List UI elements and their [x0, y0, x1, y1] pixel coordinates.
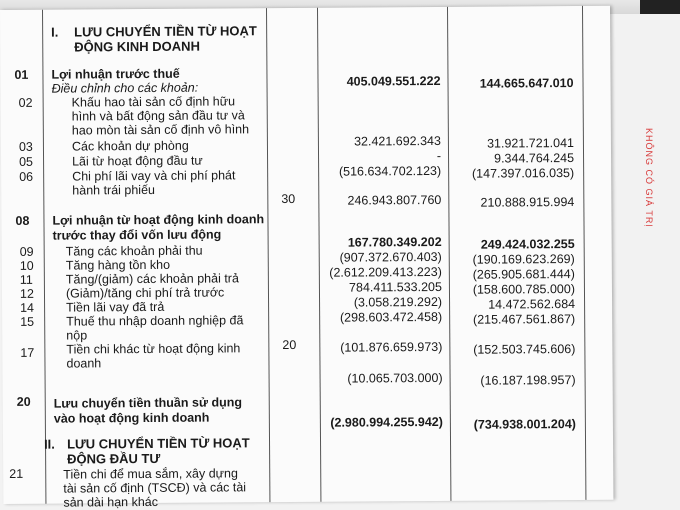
previous-value: (152.503.745.606) [473, 341, 576, 357]
row-label: doanh [66, 356, 102, 371]
note-ref: 30 [281, 191, 296, 207]
column-rule [42, 10, 46, 504]
previous-value: 210.888.915.994 [480, 194, 575, 210]
row-code: 15 [20, 314, 35, 329]
document-page [0, 6, 613, 510]
row-label: vào hoạt động kinh doanh [53, 410, 210, 426]
section-title: LƯU CHUYỂN TIỀN TỪ HOẠT [66, 435, 250, 452]
previous-value: 9.344.764.245 [494, 150, 575, 166]
previous-value: (190.169.623.269) [472, 251, 575, 267]
section-title: ĐỘNG KINH DOANH [74, 38, 200, 55]
current-value: 405.049.551.222 [346, 73, 441, 89]
previous-value: (147.397.016.035) [471, 165, 575, 181]
row-label: Lãi từ hoạt động đầu tư [72, 153, 203, 169]
row-code: 06 [19, 169, 34, 184]
row-code: 11 [19, 272, 33, 287]
row-label: hao mòn tài sản cố định vô hình [71, 122, 250, 138]
row-label: Chi phí lãi vay và chi phí phát [72, 168, 236, 184]
current-value: - [436, 148, 442, 163]
previous-value: 144.665.647.010 [479, 75, 574, 91]
current-value: (10.065.703.000) [347, 370, 443, 386]
current-value: (2.980.994.255.942) [330, 414, 443, 430]
row-code: 17 [20, 345, 35, 360]
row-code: 10 [19, 258, 34, 273]
previous-value: (265.905.681.444) [472, 266, 575, 282]
row-code: 20 [16, 394, 31, 409]
row-code: 14 [20, 300, 35, 315]
row-label: Tiền chi để mua sắm, xây dựng [63, 466, 238, 482]
row-code: 05 [19, 154, 34, 169]
row-label: Tăng/(giảm) các khoản phải trả [65, 271, 239, 287]
row-code: 03 [18, 139, 33, 154]
previous-value: 14.472.562.684 [488, 296, 576, 312]
section-roman: II. [43, 436, 55, 452]
column-rule [582, 6, 586, 500]
row-code: 12 [19, 286, 34, 301]
column-rule [266, 8, 270, 502]
row-label: Tiền lãi vay đã trả [66, 299, 165, 315]
current-value: (907.372.670.403) [339, 249, 442, 265]
previous-value: (158.600.785.000) [472, 281, 576, 297]
current-value: (3.058.219.292) [353, 294, 443, 310]
previous-value: (16.187.198.957) [480, 372, 576, 388]
previous-value: 31.921.721.041 [487, 135, 574, 151]
row-label: Tiền chi khác từ hoạt động kinh [66, 341, 241, 357]
current-value: 167.780.349.202 [347, 234, 442, 250]
row-code: 01 [14, 67, 29, 82]
stamp-text: KHÔNG CÓ GIÁ TRỊ [644, 128, 654, 228]
section-title: LƯU CHUYỂN TIỀN TỪ HOẠT [74, 23, 257, 40]
note-ref: 20 [282, 337, 297, 353]
row-label: Thuế thu nhập doanh nghiệp đã [66, 313, 244, 329]
margin-stamp [644, 128, 660, 268]
row-label: Lợi nhuận từ hoạt động kinh doanh [52, 212, 265, 228]
current-value: (516.634.702.123) [338, 163, 442, 179]
current-value: (298.603.472.458) [339, 309, 443, 325]
current-value: 784.411.533.205 [348, 279, 442, 295]
row-code: 02 [18, 95, 33, 110]
previous-value: (734.938.001.204) [473, 416, 576, 432]
viewer-dark-corner [640, 0, 680, 14]
current-value: 246.943.807.760 [347, 192, 442, 208]
row-code: 09 [19, 244, 34, 259]
row-label: sản dài hạn khác [63, 494, 159, 510]
row-label: tài sản cố định (TSCĐ) và các tài [63, 480, 247, 496]
row-label: Tăng các khoản phải thu [65, 243, 203, 259]
previous-value: (215.467.561.867) [472, 311, 576, 327]
row-label: Khấu hao tài sản cố định hữu [71, 94, 236, 110]
previous-value: 249.424.032.255 [480, 236, 575, 252]
row-label: hành trái phiếu [72, 182, 156, 198]
section-title: ĐỘNG ĐẦU TƯ [67, 450, 161, 467]
section-roman: I. [51, 24, 59, 40]
row-label: (Giảm)/tăng chi phí trả trước [65, 285, 225, 301]
row-label: trước thay đổi vốn lưu động [52, 227, 222, 243]
current-value: (101.876.659.973) [340, 339, 443, 355]
current-value: (2.612.209.413.223) [329, 264, 442, 280]
row-code: 08 [15, 213, 30, 228]
row-label: Điều chỉnh cho các khoản: [51, 80, 199, 96]
row-label: hình và bất động sản đầu tư và [71, 108, 245, 124]
row-label: nộp [66, 328, 88, 343]
row-label: Lợi nhuận trước thuế [51, 66, 180, 82]
current-value: 32.421.692.343 [353, 133, 441, 149]
row-label: Tăng hàng tồn kho [65, 257, 171, 273]
row-label: Lưu chuyển tiền thuần sử dụng [53, 395, 243, 411]
row-code: 21 [9, 466, 24, 481]
row-label: Các khoản dự phòng [71, 138, 189, 154]
